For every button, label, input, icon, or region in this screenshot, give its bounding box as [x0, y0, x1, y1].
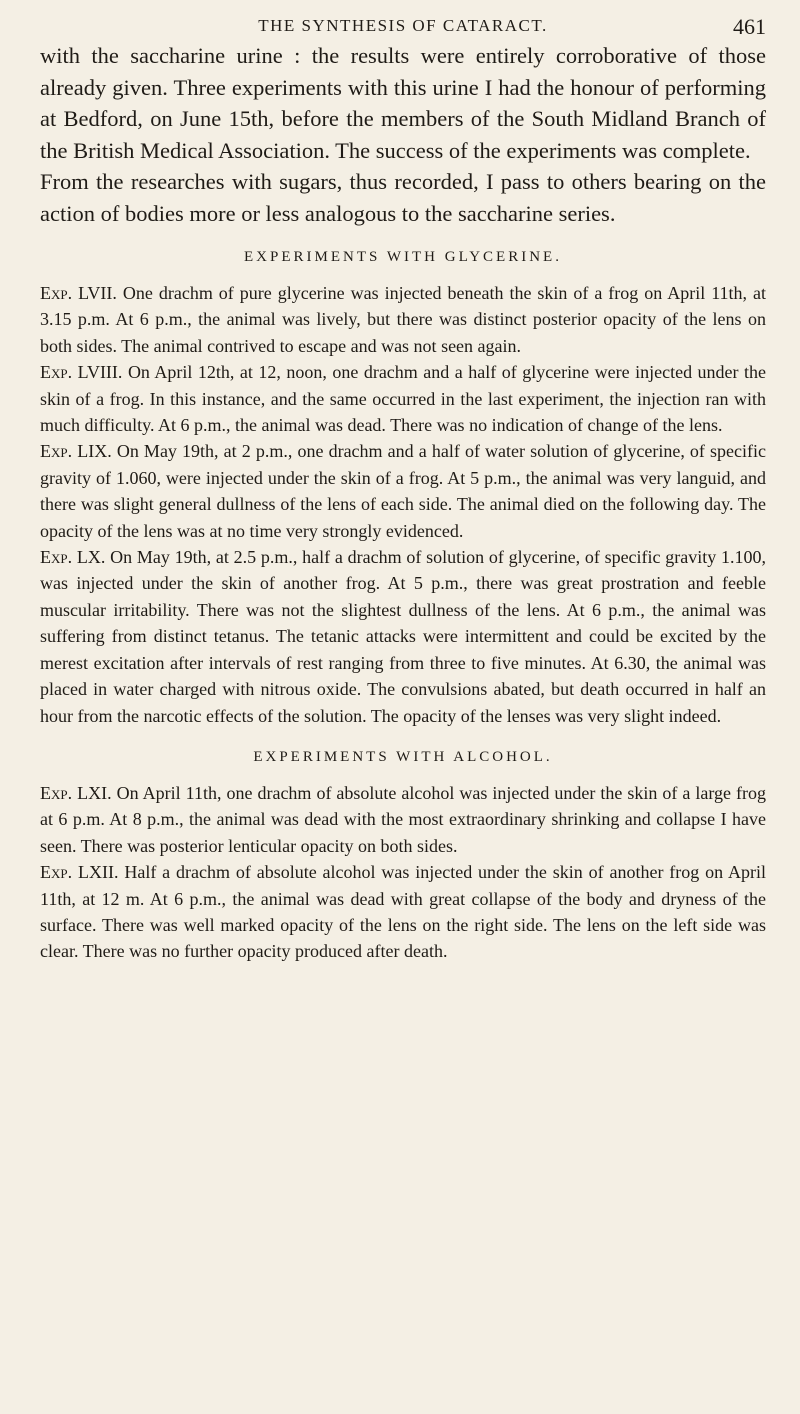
book-page — [40, 14, 766, 965]
experiment-label: Exp. LVIII. — [40, 362, 123, 383]
experiment-paragraph — [40, 280, 766, 359]
experiment-text: On May 19th, at 2.5 p.m., half a drachm of solution of glycerine, of specific gravity 1.100, was injected under the skin of another frog. At 5 p.m., there was great prostration and feeble muscular irritability. There was not the slightest dullness of the lens. At 6 p.m., the animal was suffering from distinct tetanus. The tetanic attacks were intermittent and could be excited by the merest excitation after intervals of rest ranging from three to five minutes. At 6.30, the animal was placed in water charged with nitrous oxide. The convulsions abated, but death occurred in half an hour from the narcotic effects of the solution. The opacity of the lenses was very slight indeed. — [40, 547, 767, 726]
section-alcohol — [40, 749, 766, 965]
experiment-label: Exp. LXI. — [40, 782, 112, 803]
lead-paragraph: From the researches with sugars, thus recorded, I pass to others bearing on the action of bodies more or less analogous to the saccharine series. — [40, 169, 766, 226]
lead-text — [40, 40, 766, 229]
running-head — [40, 14, 766, 40]
experiment-label: Exp. LX. — [40, 547, 106, 568]
experiment-label: Exp. LIX. — [40, 441, 112, 462]
experiment-text: On April 12th, at 12, noon, one drachm and a half of glycerine were injected under the skin of a frog. In this instance, and the same occurred in the last experiment, the injection ran with much difficulty. At 6 p.m., the animal was dead. There was no indication of change of the lens. — [40, 362, 767, 436]
experiment-text: One drachm of pure glycerine was injected beneath the skin of a frog on April 11th, at 3.15 p.m. At 6 p.m., the animal was lively, but there was distinct posterior opacity of the lens on both sides. The animal contrived to escape and was not seen again. — [40, 283, 766, 356]
experiment-label: Exp. LVII. — [40, 283, 117, 303]
experiment-paragraph — [40, 859, 766, 965]
experiment-text: On April 11th, one drachm of absolute alcohol was injected under the skin of a large frog at 6 p.m. At 8 p.m., the animal was dead with the most extraordinary shrinking and collapse I have seen. There was posterior lenticular opacity on both sides. — [40, 782, 767, 856]
section-heading: EXPERIMENTS WITH GLYCERINE. — [244, 249, 562, 265]
experiment-text: On May 19th, at 2 p.m., one drachm and a half of water solution of glycerine, of specific gravity of 1.060, were injected under the skin of a frog. At 5 p.m., the animal was very languid, and there was slight general dullness of the lens of each side. The animal died on the following day. The opacity of the lens was at no time very strongly evidenced. — [40, 441, 766, 541]
experiment-label: Exp. LXII. — [40, 862, 119, 883]
section-glycerine — [40, 249, 766, 729]
experiment-text: Half a drachm of absolute alcohol was injected under the skin of another frog on April 11th, at 12 m. At 6 p.m., the animal was dead with great collapse of the body and dryness of the surface. There was well marked opacity of the lens on the right side. The lens on the left side was clear. There was no further opacity produced after death. — [40, 862, 766, 962]
experiment-paragraph — [40, 359, 766, 438]
running-head-title: THE SYNTHESIS OF CATARACT. — [258, 16, 548, 35]
experiment-paragraph — [40, 544, 766, 729]
experiment-paragraph — [40, 438, 766, 544]
page-number: 461 — [733, 14, 766, 39]
lead-paragraph: with the saccharine urine : the results were entirely corroborative of those already given. Three experiments with this urine I had the honour of performing at Bedford, on June 15th, before the members of the South Midland Branch of the British Medical Association. The success of the experiments was complete. — [40, 43, 766, 163]
section-heading: EXPERIMENTS WITH ALCOHOL. — [253, 748, 553, 765]
experiment-paragraph — [40, 780, 766, 859]
